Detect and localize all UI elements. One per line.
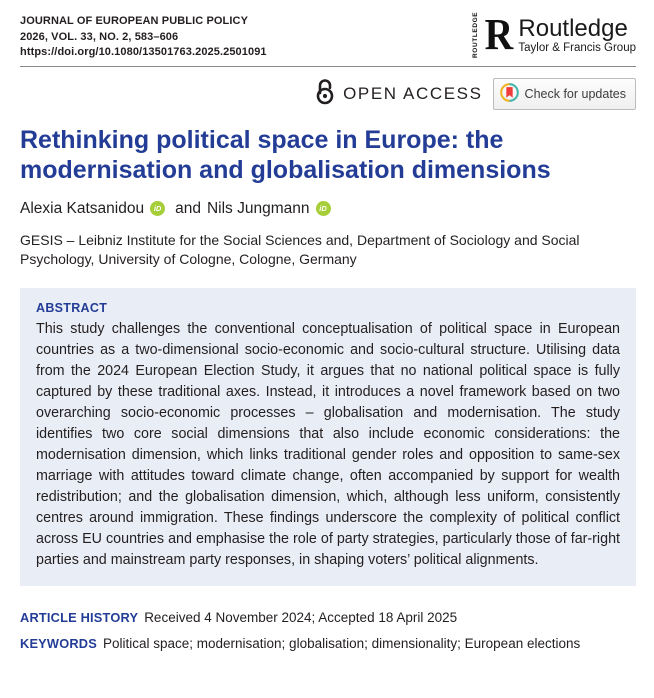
doi-link[interactable]: https://doi.org/10.1080/13501763.2025.2501091	[20, 46, 267, 58]
publisher-name: Routledge	[518, 15, 628, 42]
article-history-line	[20, 610, 636, 625]
publisher-logo	[472, 10, 636, 58]
authors-line	[20, 200, 636, 218]
journal-name: JOURNAL OF EUROPEAN PUBLIC POLICY	[20, 15, 249, 27]
abstract-heading: ABSTRACT	[36, 300, 108, 315]
orcid-icon[interactable]: iD	[150, 201, 165, 216]
access-row	[20, 80, 636, 108]
author-name: Alexia Katsanidou	[20, 199, 145, 217]
keywords-line	[20, 636, 636, 651]
crossmark-icon	[500, 83, 519, 105]
page-header	[20, 10, 636, 61]
open-access-badge	[314, 78, 482, 110]
keywords-label: KEYWORDS	[20, 635, 97, 651]
article-title: Rethinking political space in Europe: the modernisation and globalisation dimensions	[20, 125, 551, 184]
abstract-text: This study challenges the conventional conceptualisation of political space in European countries as a two-dimensional socio-economic and socio-cultural structure. Utilising data from the 2024 European Election Study, it argues that no national political space is fully captured by these traditional axes. Instead, it introduces a novel framework based on two overarching socio-economic processes – globalisation and modernisation. The study identifies two core social dimensions that also include economic considerations: the modernisation dimension, which links traditional gender roles and opposition to same-sex marriage with attitudes toward climate change, often accompanied by support for wealth redistribution; and the globalisation dimension, which, although less uniform, consistently centres around immigration. These findings underscore the complexity of political conflict across EU countries and emphasise the role of party strategies, particularly those of far-right parties and mainstream party responses, in shaping voters’ political alignments.	[36, 320, 620, 568]
check-for-updates-label: Check for updates	[524, 86, 626, 101]
open-lock-icon	[314, 78, 336, 110]
article-history-label: ARTICLE HISTORY	[20, 609, 139, 625]
open-access-label: OPEN ACCESS	[343, 83, 483, 103]
journal-info	[20, 10, 267, 61]
keywords-value: Political space; modernisation; globalisation; dimensionality; European elections	[102, 635, 581, 651]
publisher-group: Taylor & Francis Group	[518, 42, 636, 54]
abstract-box	[20, 288, 636, 586]
header-divider	[20, 66, 636, 67]
routledge-mark-icon: R	[484, 10, 513, 59]
authors-separator: and	[175, 199, 201, 217]
check-for-updates-button[interactable]	[493, 78, 636, 110]
article-history-value: Received 4 November 2024; Accepted 18 April 2025	[144, 609, 458, 625]
volume-info: 2026, VOL. 33, NO. 2, 583–606	[20, 30, 179, 43]
routledge-vertical-text: ROUTLEDGE	[471, 11, 479, 58]
orcid-icon[interactable]: iD	[316, 201, 331, 216]
author-name: Nils Jungmann	[206, 199, 310, 217]
affiliation: GESIS – Leibniz Institute for the Social Sciences and, Department of Sociology and Social Psychology, University of Cologne, Cologne, Germany	[20, 231, 580, 267]
